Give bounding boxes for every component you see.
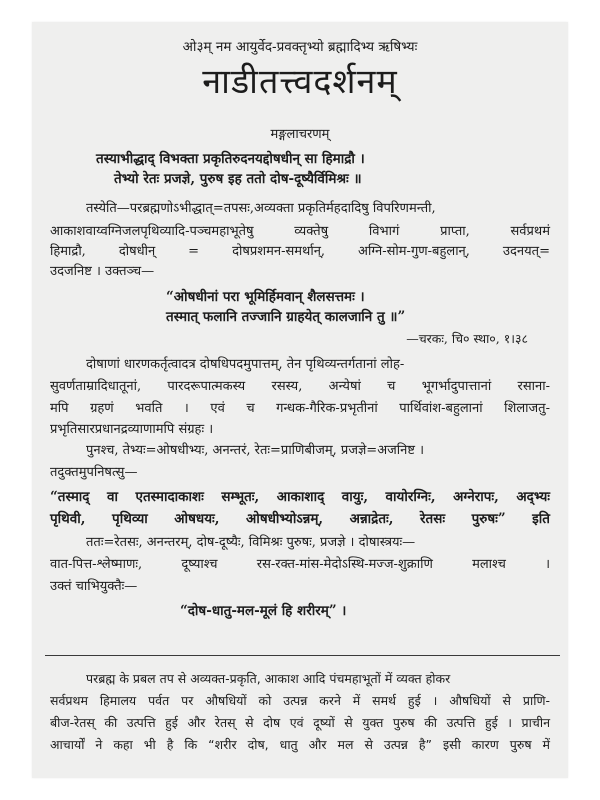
commentary-line: आकाशवाय्वग्निजलपृथिव्यादि-पञ्चमहाभूतेषु व्यक्तेषु विभागं प्राप्ता, सर्वप्रथमं [50, 224, 550, 239]
quote-line-2: तस्मात् फलानि तज्जानि ग्राहयेत् कालजानि तु ॥” [166, 309, 406, 325]
upanishad-quote-line: पृथिवी, पृथिव्या ओषधयः, ओषधीभ्योऽन्नम्, अन्नाद्रेतः, रेतसः पुरुषः” इति [50, 511, 550, 527]
quote-line-1: “ओषधीनां परा भूमिर्हिमवान् शैलसत्तमः । [166, 289, 365, 305]
verse-line-1: तस्याभीद्धाद् विभक्ता प्रकृतिरुदनयद्दोषधीन् सा हिमाद्रौ । [96, 151, 365, 167]
commentary-line: वात-पित्त-श्लेष्माणः, दूष्याश्च रस-रक्त-मांस-मेदोऽस्थि-मज्ज-शुक्राणि मलाश्च । [50, 557, 550, 572]
hindi-translation-line: आचार्यों ने कहा भी है कि “शरीर दोष, धातु और मल से उत्पन्न है” इसी कारण पुरुष में [50, 737, 550, 752]
closing-quote: “दोष-धातु-मल-मूलं हि शरीरम्” । [180, 603, 347, 619]
commentary-line: ततः=रेतसः, अनन्तरम्, दोष-दूष्यैः, विमिश्रः पुरुषः, प्रजज्ञे । दोषास्त्रयः— [86, 535, 416, 550]
commentary-line: पुनश्च, तेभ्यः=ओषधीभ्यः, अनन्तरं, रेतः=प्राणिबीजम्, प्रजज्ञे=अजनिष्ट । [86, 443, 425, 458]
commentary-line: उदजनिष्ट । उक्तञ्च— [50, 264, 155, 279]
citation: —चरकः, चि० स्था०, १।३८ [406, 331, 528, 346]
commentary-line: तस्येति—परब्रह्मणोऽभीद्धात्=तपसः,अव्यक्ता प्रकृतिर्महदादिषु विपरिणमन्ती, [86, 201, 436, 216]
commentary-line: सुवर्णताम्रादिधातूनां, पारदरूपात्मकस्य रसस्य, अन्येषां च भूगर्भादुपात्तानां रसाना- [50, 379, 550, 394]
invocation-line: ओ३म् नम आयुर्वेद-प्रवक्तृभ्यो ब्रह्मादिभ्य ऋषिभ्यः [182, 39, 418, 55]
commentary-line: मपि ग्रहणं भवति । एवं च गन्धक-गैरिक-प्रभृतीनां पार्थिवांश-बहुलानां शिलाजतु- [50, 401, 550, 416]
commentary-line: हिमाद्रौ, दोषधीन् = दोषप्रशमन-समर्थान्, अग्नि-सोम-गुण-बहुलान्, उदनयत्= [50, 244, 550, 259]
page-title: नाडीतत्त्वदर्शनम् [202, 62, 398, 102]
hindi-translation-line: सर्वप्रथम हिमालय पर्वत पर औषधियों को उत्पन्न करने में समर्थ हुई । औषधियों से प्राणि- [50, 693, 550, 708]
hindi-translation-line: परब्रह्म के प्रबल तप से अव्यक्त-प्रकृति, आकाश आदि पंचमहाभूतों में व्यक्त होकर [86, 671, 451, 686]
section-heading: मङ्गलाचरणम् [270, 127, 330, 142]
section-divider [45, 655, 560, 656]
commentary-line: उक्तं चाभियुक्तैः— [50, 579, 138, 594]
commentary-line: प्रभृतिसारप्रधानद्रव्याणामपि संग्रहः । [50, 422, 214, 437]
verse-line-2: तेभ्यो रेतः प्रजज्ञे, पुरुष इह ततो दोष-दूष्यैर्विमिश्रः ॥ [114, 171, 362, 187]
commentary-line: दोषाणां धारणकर्तृत्वादत्र दोषधिपदमुपात्तम्, तेन पृथिव्यन्तर्गतानां लोह- [86, 357, 405, 372]
commentary-line: तदुक्तमुपनिषत्सु— [50, 465, 138, 480]
book-page [32, 22, 568, 778]
upanishad-quote-line: “तस्माद् वा एतस्मादाकाशः सम्भूतः, आकाशाद् वायुः, वायोरग्निः, अग्नेरापः, अद्भ्यः [50, 489, 550, 505]
hindi-translation-line: बीज-रेतस् की उत्पत्ति हुई और रेतस् से दोष एवं दूष्यों से युक्त पुरुष की उत्पत्ति हुई । प्राचीन [50, 715, 550, 730]
